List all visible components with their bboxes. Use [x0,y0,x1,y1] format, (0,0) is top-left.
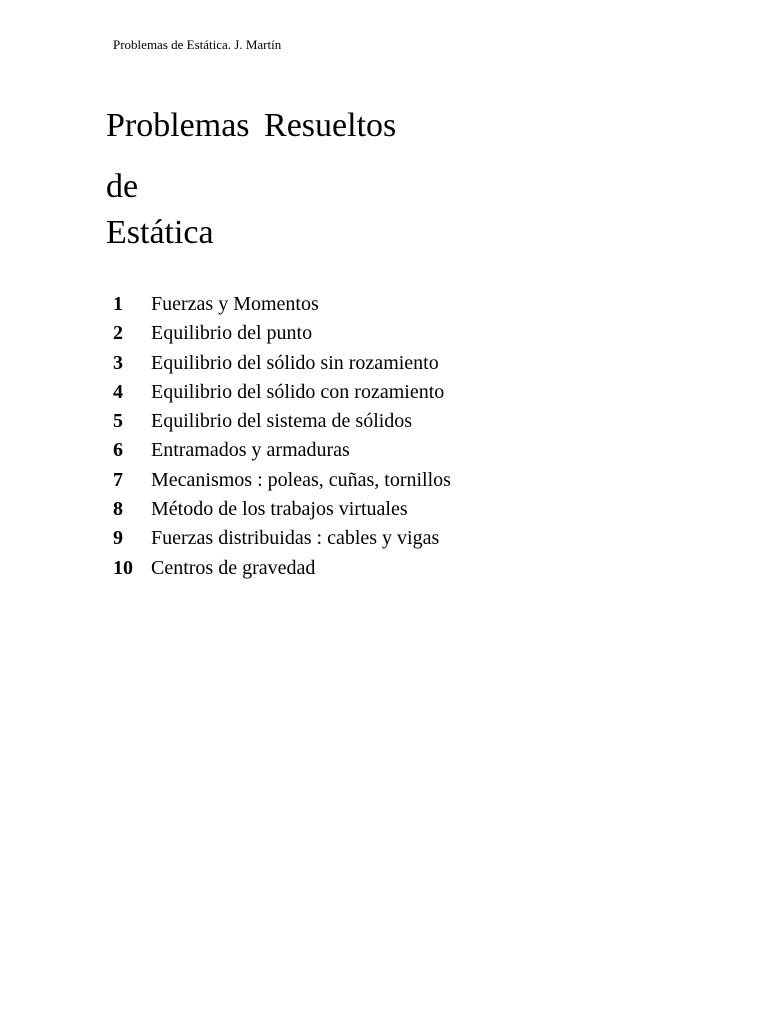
toc-item [113,436,713,465]
toc-item-title: Método de los trabajos virtuales [151,498,408,521]
toc-item-title: Fuerzas y Momentos [151,293,319,315]
toc-item-number: 1 [113,293,123,315]
toc-item-title: Equilibrio del punto [151,322,313,345]
toc-item-number: 5 [113,410,123,433]
toc-item-title: Mecanismos : poleas, cuñas, tornillos [151,468,451,491]
toc-item [113,319,713,348]
toc-item-number: 3 [113,351,123,374]
toc-item-number: 7 [113,468,123,491]
toc-item [113,378,713,407]
toc-item-title: Equilibrio del sólido con rozamiento [151,380,445,403]
toc-item [113,290,713,319]
toc-item-title: Entramados y armaduras [151,439,350,462]
toc-item-title: Equilibrio del sólido sin rozamiento [151,351,439,374]
running-header: Problemas de Estática. J. Martín [113,37,282,52]
toc-item [113,524,713,553]
toc-item-title: Centros de gravedad [151,556,316,579]
toc-item [113,554,713,583]
toc-item-number: 2 [113,322,123,345]
toc-item [113,407,713,436]
toc-item-number: 9 [113,527,123,550]
document-title-line-3: Estática [106,214,214,251]
toc-item-number: 6 [113,439,123,462]
table-of-contents [113,290,713,583]
document-title-line-1: Problemas Resueltos [106,107,397,144]
document-title-line-2: de [106,168,139,205]
toc-item [113,495,713,524]
toc-item-number: 8 [113,498,123,521]
toc-item [113,466,713,495]
toc-item-number: 4 [113,380,123,403]
toc-item-title: Fuerzas distribuidas : cables y vigas [151,527,440,550]
toc-item-number: 10 [113,556,133,579]
toc-item-title: Equilibrio del sistema de sólidos [151,410,413,433]
toc-item [113,349,713,378]
